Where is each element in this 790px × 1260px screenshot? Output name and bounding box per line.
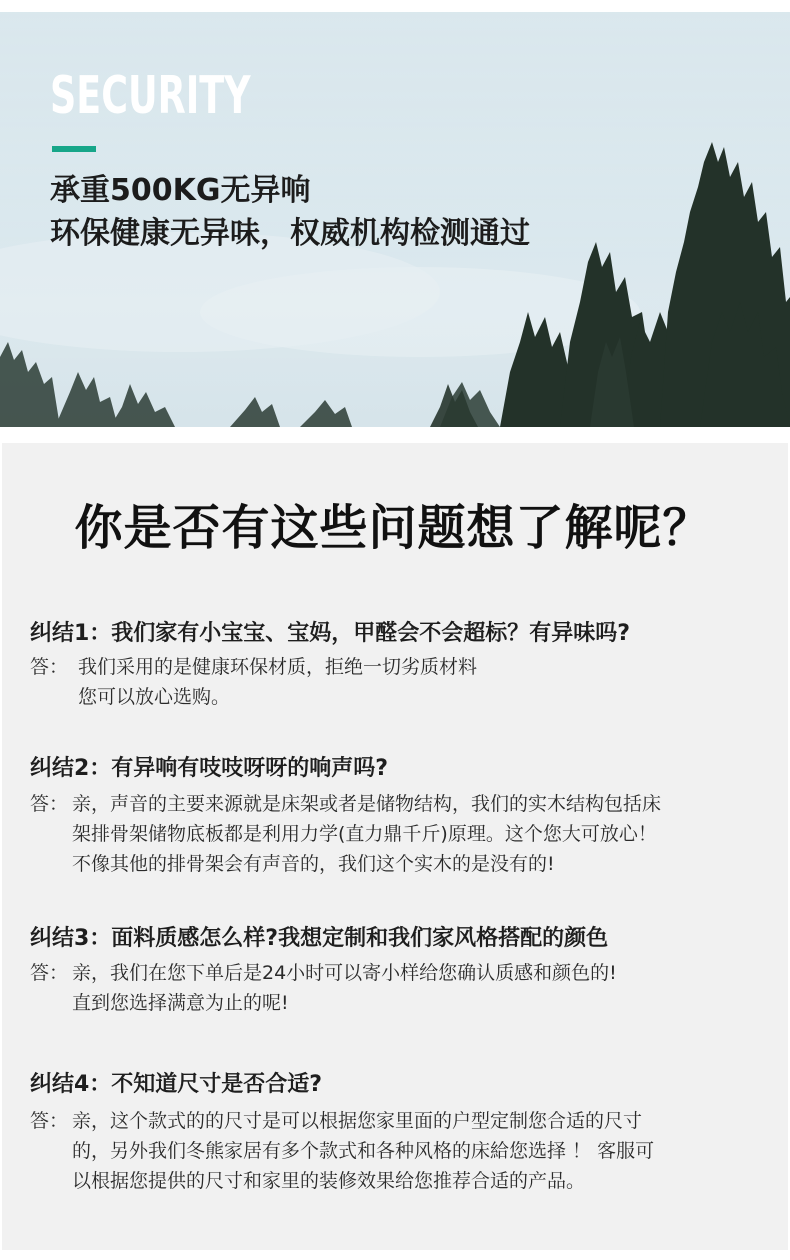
faq-answer-label-4: 答： xyxy=(30,1110,69,1132)
faq-answer-4-line-1: 亲，这个款式的的尺寸是可以根据您家里面的户型定制您合适的尺寸 xyxy=(72,1110,643,1132)
faq-answer-2-line-1: 亲，声音的主要来源就是床架或者是储物结构，我们的实木结构包括床 xyxy=(72,793,662,815)
faq-heading: 你是否有这些问题想了解呢？ xyxy=(74,500,712,556)
faq-question-4: 纠结4：不知道尺寸是否合适? xyxy=(30,1072,323,1097)
faq-answer-2-line-2: 架排骨架储物底板都是利用力学(直力鼎千斤)原理。这个您大可放心！ xyxy=(72,823,657,845)
faq-question-2: 纠结2：有异响有吱吱呀呀的响声吗? xyxy=(30,756,389,781)
faq-answer-2-line-3: 不像其他的排骨架会有声音的，我们这个实木的是没有的! xyxy=(72,853,555,875)
hero-subtitle-eco: 环保健康无异味，权威机构检测通过 xyxy=(50,216,530,251)
faq-answer-1-line-1: 我们采用的是健康环保材质，拒绝一切劣质材料 xyxy=(78,656,478,678)
hero-banner xyxy=(0,12,790,427)
faq-question-3: 纠结3：面料质感怎么样?我想定制和我们家风格搭配的颜色 xyxy=(30,926,609,951)
faq-answer-label-1: 答： xyxy=(30,656,69,678)
faq-answer-label-3: 答： xyxy=(30,962,69,984)
hero-title: SECURITY xyxy=(50,66,251,126)
faq-question-1: 纠结1：我们家有小宝宝、宝妈，甲醛会不会超标？有异味吗? xyxy=(30,621,631,646)
faq-answer-1-line-2: 您可以放心选购。 xyxy=(78,686,231,708)
faq-answer-4-line-2: 的，另外我们冬熊家居有多个款式和各种风格的床給您选择 ！ 客服可 xyxy=(72,1140,655,1162)
accent-bar xyxy=(52,146,96,152)
faq-answer-3-line-2: 直到您选择满意为止的呢! xyxy=(72,992,289,1014)
faq-answer-label-2: 答： xyxy=(30,793,69,815)
hero-subtitle-load: 承重500KG无异响 xyxy=(50,173,311,208)
faq-answer-3-line-1: 亲，我们在您下单后是24小时可以寄小样给您确认质感和颜色的! xyxy=(72,962,617,984)
faq-answer-4-line-3: 以根据您提供的尺寸和家里的装修效果给您推荐合适的产品。 xyxy=(72,1170,586,1192)
